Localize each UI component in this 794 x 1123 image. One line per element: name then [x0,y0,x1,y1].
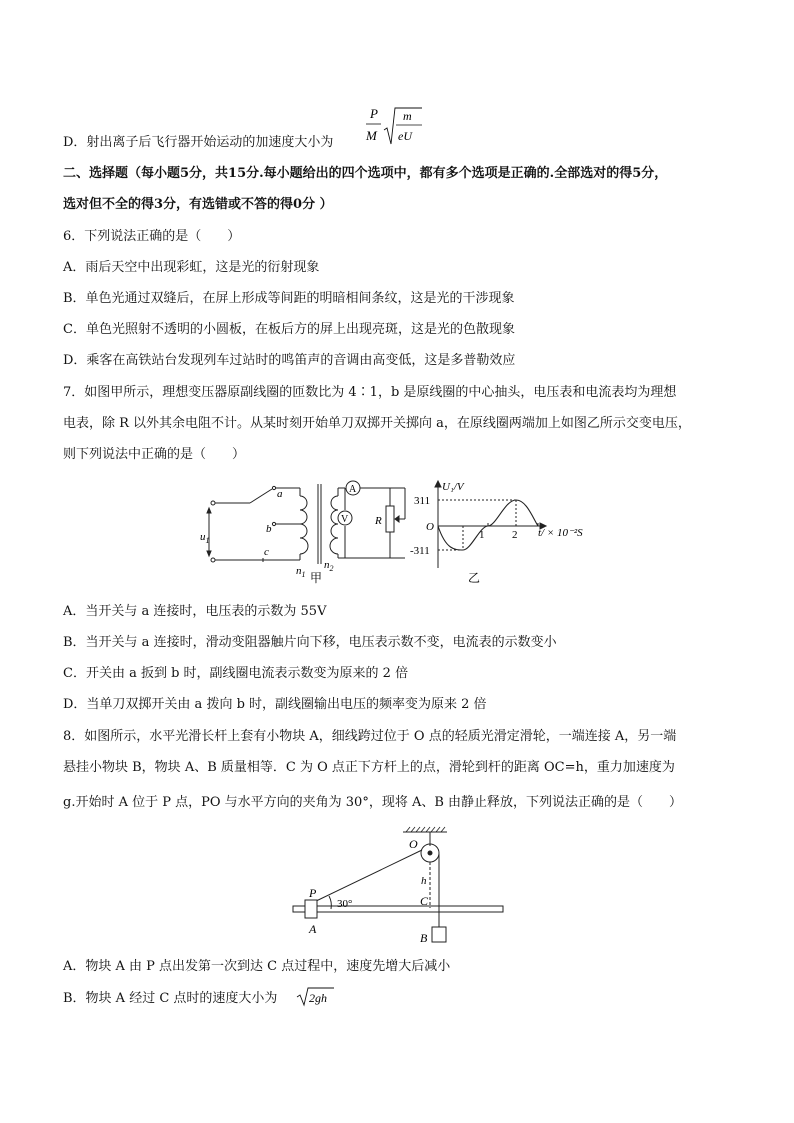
q8-stem-line1: 8．如图所示，水平光滑长杆上套有小物块 A，细线跨过位于 O 点的轻质光滑定滑轮，一端连接 A，另一端 [63,729,677,744]
q7-stem-line2: 电表，除 R 以外其余电阻不计。从某时刻开始单刀双掷开关掷向 a，在原线圈两端加上如图乙所示交变电压， [63,416,691,431]
q8-option-b [63,990,277,1008]
section-2-header-line2: 选对但不全的得3分，有选错或不答的得0分 ） [63,197,333,212]
formula-root-num: m [403,109,412,123]
label-ammeter: A [349,484,357,495]
q8-option-b-text: B．物块 A 经过 C 点时的速度大小为 [63,991,278,1006]
voltage-graph-figure [408,478,598,588]
label-voltmeter: V [341,514,349,525]
label-c: c [264,546,269,558]
graph-tick-2: 2 [512,529,518,541]
formula-numerator: P [370,106,378,121]
sqrt-2gh-formula [296,985,336,1007]
formula-denominator: M [366,128,377,143]
option-d-text: D．射出离子后飞行器开始运动的加速度大小为 [63,135,334,150]
q6-option-a: A．雨后天空中出现彩虹，这是光的衍射现象 [63,260,320,275]
q7-stem-line3: 则下列说法中正确的是（ ） [63,447,246,462]
label-A: A [309,922,317,936]
graph-origin: O [426,521,434,533]
q7-stem-line1: 7．如图甲所示，理想变压器原副线圈的匝数比为 4∶1，b 是原线圈的中心抽头，电压表和电流表均为理想 [63,385,677,400]
q7-option-b: B．当开关与 a 连接时，滑动变阻器触片向下移，电压表示数不变，电流表的示数变小 [63,635,557,650]
label-a: a [277,488,283,500]
q6-stem: 6．下列说法正确的是（ ） [63,229,241,244]
q6-option-b: B．单色光通过双缝后，在屏上形成等间距的明暗相间条纹，这是光的干涉现象 [63,291,515,306]
q7-option-a: A．当开关与 a 连接时，电压表的示数为 55V [63,604,327,619]
graph-y-max: 311 [414,495,431,507]
label-n1: $n_1$ [296,565,306,579]
caption-jia: 甲 [310,571,323,585]
label-n2: $n_2$ [324,559,334,573]
graph-tick-1: 1 [479,529,485,541]
label-B: B [420,931,428,945]
label-resistor: R [375,515,382,527]
label-angle: 30° [337,898,353,910]
q8-option-a: A．物块 A 由 P 点出发第一次到达 C 点过程中，速度先增大后减小 [63,959,451,974]
q8-stem-line3: g.开始时 A 位于 P 点，PO 与水平方向的夹角为 30°，现将 A、B 由静止释放，下列说法正确的是（ ） [63,795,683,810]
label-h: h [421,875,427,887]
label-b: b [266,523,272,535]
caption-yi: 乙 [468,571,481,585]
q7-option-c: C．开关由 a 扳到 b 时，副线圈电流表示数变为原来的 2 倍 [63,666,409,681]
acceleration-formula [362,104,432,152]
formula-root-den: eU [398,129,412,143]
graph-y-min: -311 [410,545,430,557]
pulley-rod-figure [285,826,510,950]
label-u1: $u_1$ [200,531,210,545]
option-d-acceleration [63,134,333,152]
q7-option-d: D．当单刀双掷开关由 a 拨向 b 时，副线圈输出电压的频率变为原来 2 倍 [63,697,487,712]
q6-option-c: C．单色光照射不透明的小圆板，在板后方的屏上出现亮斑，这是光的色散现象 [63,322,515,337]
graph-x-label: t/ × 10⁻²S [538,527,583,539]
transformer-circuit-figure [200,478,420,588]
label-P: P [309,886,317,900]
graph-y-label: U₁/V [442,481,464,493]
section-2-header-line1: 二、选择题（每小题5分，共15分.每小题给出的四个选项中，都有多个选项是正确的.全部选对的得5分， [63,166,668,181]
label-O: O [409,837,418,851]
q8-stem-line2: 悬挂小物块 B，物块 A、B 质量相等．C 为 O 点正下方杆上的点，滑轮到杆的距离 OC=h，重力加速度为 [63,760,675,775]
label-C: C [420,894,429,908]
q6-option-d: D．乘客在高铁站台发现列车过站时的鸣笛声的音调由高变低，这是多普勒效应 [63,353,516,368]
sqrt-content: 2gh [309,991,327,1005]
